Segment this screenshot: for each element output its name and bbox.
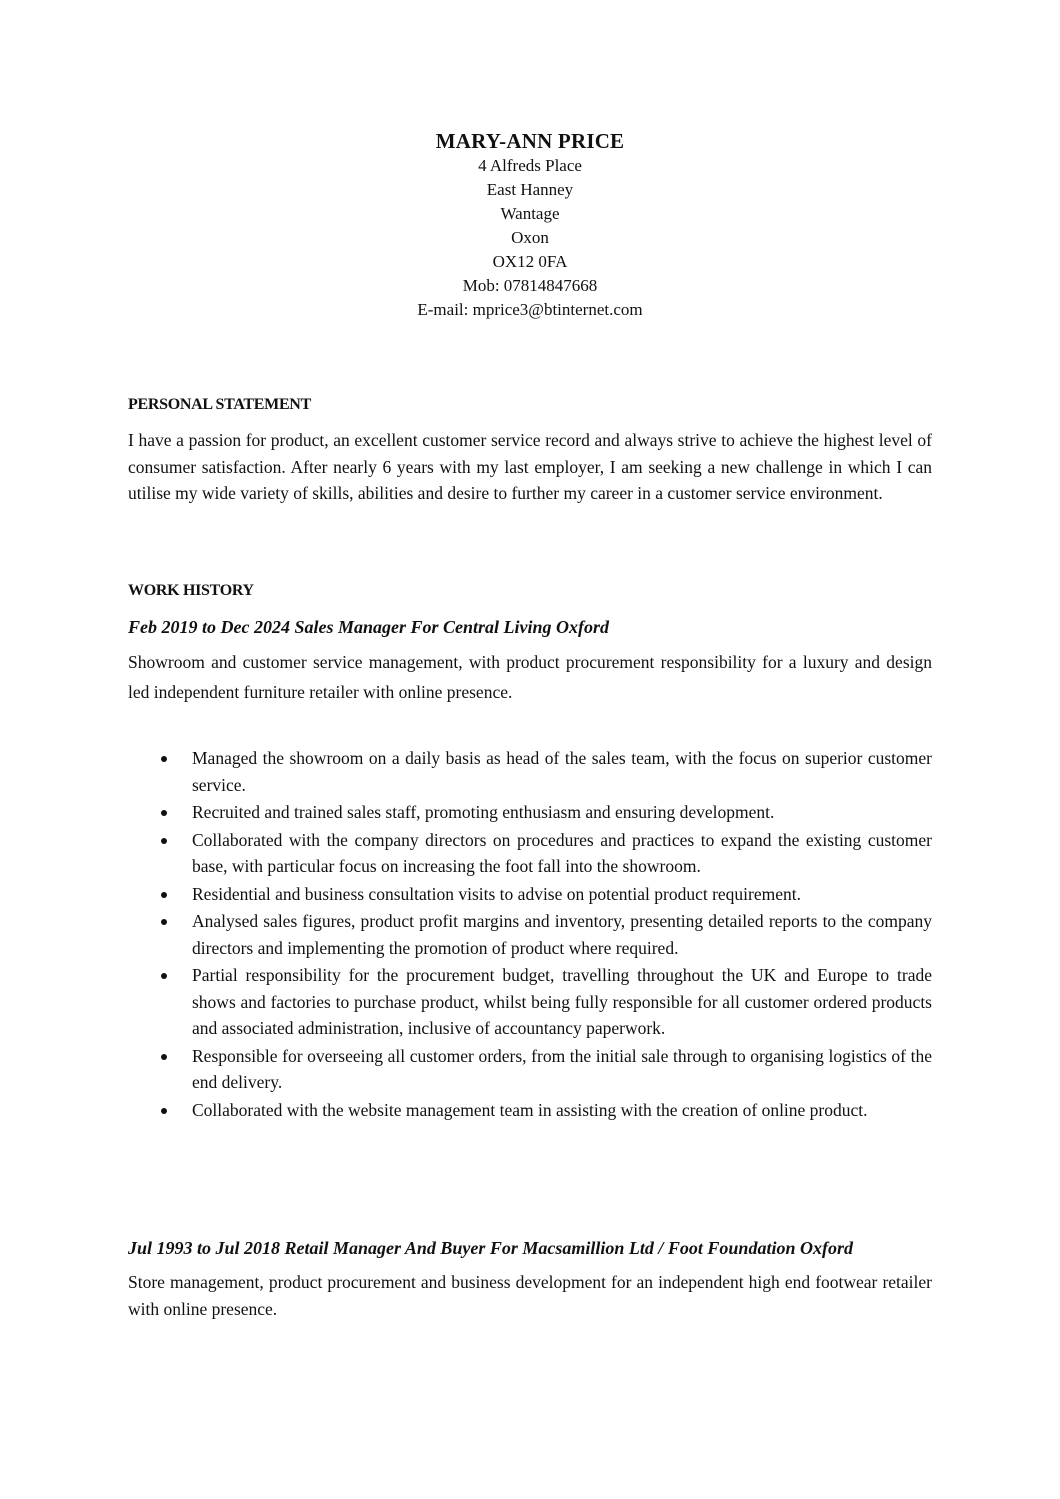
email-address: E-mail: mprice3@btinternet.com xyxy=(417,300,643,319)
job-entry xyxy=(128,1237,932,1322)
postcode: OX12 0FA xyxy=(492,252,568,271)
job-entry xyxy=(128,616,932,1123)
job-description: Showroom and customer service management, with product procurement responsibility for a luxury and design led independent furniture retailer with online presence. xyxy=(128,652,932,702)
personal-statement-heading: PERSONAL STATEMENT xyxy=(128,396,311,413)
bullet-icon xyxy=(161,919,167,925)
list-item xyxy=(128,881,932,908)
job-title: Jul 1993 to Jul 2018 Retail Manager And Buyer For Macsamillion Ltd / Foot Foundation Oxford xyxy=(128,1238,853,1258)
list-item xyxy=(128,962,932,1042)
address-line-3: Wantage xyxy=(500,204,560,223)
list-item-text: Collaborated with the company directors on procedures and practices to expand the existing customer base, with particular focus on increasing the foot fall into the showroom. xyxy=(192,829,932,876)
work-history-section xyxy=(128,581,932,1124)
list-item-text: Managed the showroom on a daily basis as head of the sales team, with the focus on superior customer service. xyxy=(192,748,932,795)
personal-statement-text: I have a passion for product, an excellent customer service record and always strive to achieve the highest level of consumer satisfaction. After nearly 6 years with my last employer, I am seeking a new challenge in which I can utilise my wide variety of skills, abilities and desire to further my career in a customer service environment. xyxy=(128,430,932,503)
address-line-1: 4 Alfreds Place xyxy=(478,156,582,175)
bullet-icon xyxy=(161,810,167,816)
list-item-text: Analysed sales figures, product profit margins and inventory, presenting detailed reports to the company directors and implementing the promotion of product where required. xyxy=(192,911,932,958)
mobile-number: Mob: 07814847668 xyxy=(462,276,598,295)
job-description: Store management, product procurement and business development for an independent high end footwear retailer with online presence. xyxy=(128,1272,932,1319)
bullet-icon xyxy=(161,1108,167,1114)
list-item-text: Residential and business consultation visits to advise on potential product requirement. xyxy=(192,883,801,904)
contact-header xyxy=(0,128,1060,322)
bullet-icon xyxy=(161,1054,167,1060)
work-history-heading: WORK HISTORY xyxy=(128,582,254,599)
list-item xyxy=(128,1043,932,1096)
list-item-text: Partial responsibility for the procurement budget, travelling throughout the UK and Europe to trade shows and factories to purchase product, whilst being fully responsible for all customer ordered products and associated administration, inclusive of accountancy paperwork. xyxy=(192,965,932,1038)
list-item xyxy=(128,745,932,798)
job-responsibilities-list xyxy=(128,745,932,1123)
list-item-text: Responsible for overseeing all customer orders, from the initial sale through to organising logistics of the end delivery. xyxy=(192,1045,932,1092)
list-item xyxy=(128,827,932,880)
bullet-icon xyxy=(161,838,167,844)
list-item xyxy=(128,1097,932,1124)
list-item xyxy=(128,908,932,961)
address-line-4: Oxon xyxy=(511,228,549,247)
bullet-icon xyxy=(161,973,167,979)
candidate-name: MARY-ANN PRICE xyxy=(435,129,625,153)
list-item xyxy=(128,799,932,826)
personal-statement-section xyxy=(128,395,932,507)
list-item-text: Collaborated with the website management team in assisting with the creation of online product. xyxy=(192,1099,868,1120)
list-item-text: Recruited and trained sales staff, promoting enthusiasm and ensuring development. xyxy=(192,802,775,822)
bullet-icon xyxy=(161,892,167,898)
address-line-2: East Hanney xyxy=(486,180,574,199)
job-title: Feb 2019 to Dec 2024 Sales Manager For Central Living Oxford xyxy=(128,617,610,637)
bullet-icon xyxy=(161,756,167,762)
